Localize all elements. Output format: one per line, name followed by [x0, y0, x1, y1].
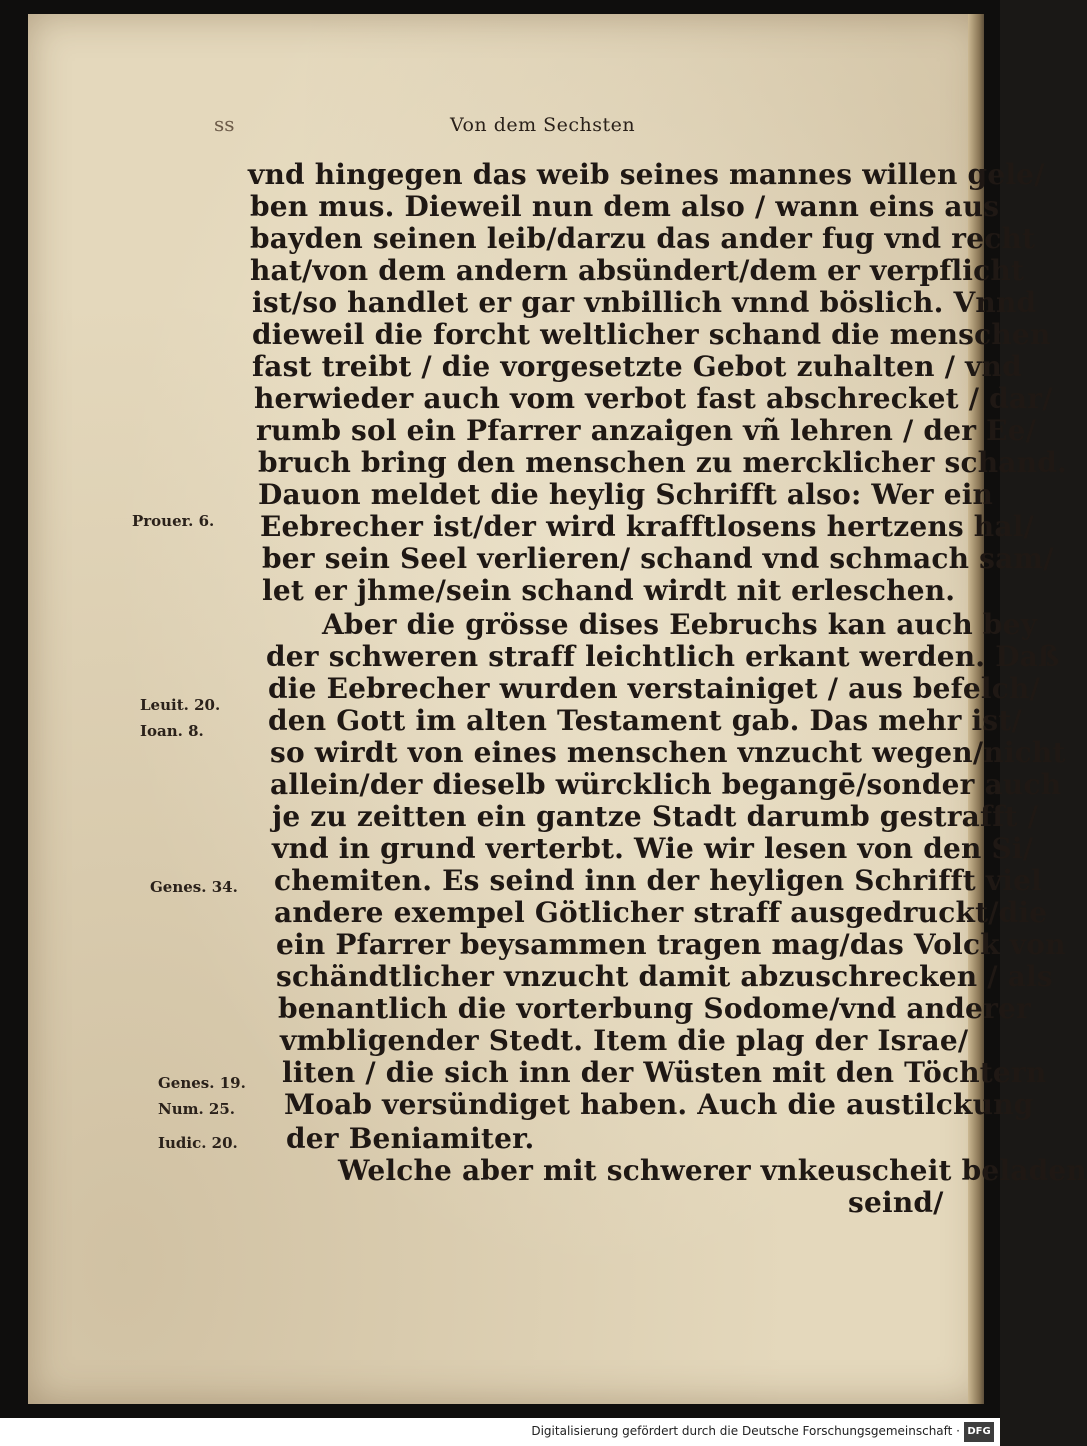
body-line: bruch bring den menschen zu mercklicher schand. — [258, 446, 1067, 479]
body-line: andere exempel Götlicher straff ausgedruckt/die — [274, 896, 1048, 929]
funding-credit: Digitalisierung gefördert durch die Deutsche Forschungsgemeinschaft · — [531, 1424, 960, 1438]
body-line: fast treibt / die vorgesetzte Gebot zuhalten / vnd — [252, 350, 1022, 383]
running-head: Von dem Sechsten — [450, 114, 636, 136]
body-line: ben mus. Dieweil nun dem also / wann eins aus — [250, 190, 1000, 223]
body-line: je zu zeitten ein gantze Stadt darumb gestrafft / — [272, 800, 1038, 833]
marginal-note: Ioan. 8. — [140, 722, 204, 740]
body-line: ber sein Seel verlieren/ schand vnd schmach sam/ — [262, 542, 1054, 575]
body-line: chemiten. Es seind inn der heyligen Schrifft viel — [274, 864, 1042, 897]
body-line: den Gott im alten Testament gab. Das mehr ist/ — [268, 704, 1022, 737]
marginal-note: Genes. 19. — [158, 1074, 246, 1092]
body-line: let er jhme/sein schand wirdt nit erleschen. — [262, 574, 956, 607]
marginal-note: Leuit. 20. — [140, 696, 221, 714]
body-line: allein/der dieselb würcklich begangē/sonder auch — [270, 768, 1062, 801]
body-line: Moab versündiget haben. Auch die austilckung — [284, 1088, 1034, 1121]
corner-mark: ss — [214, 112, 235, 136]
body-line: rumb sol ein Pfarrer anzaigen vñ lehren / der Ee/ — [256, 414, 1037, 447]
body-line: herwieder auch vom verbot fast abschrecket / dar/ — [254, 382, 1053, 415]
body-line: vnd hingegen das weib seines mannes willen gele/ — [248, 158, 1045, 191]
body-line: ist/so handlet er gar vnbillich vnnd böslich. Vnnd — [252, 286, 1037, 319]
body-line: der Beniamiter. — [286, 1122, 535, 1155]
body-line: Aber die grösse dises Eebruchs kan auch bey — [322, 608, 1038, 641]
body-line: vnd in grund verterbt. Wie wir lesen von den Si/ — [272, 832, 1034, 865]
body-line: Eebrecher ist/der wird krafftlosens hertzens hal/ — [260, 510, 1034, 543]
body-line: Welche aber mit schwerer vnkeuscheit beladen — [338, 1154, 1087, 1187]
body-line: seind/ — [848, 1186, 944, 1219]
body-line: der schweren straff leichtlich erkant werden. Daß — [266, 640, 1060, 673]
body-line: die Eebrecher wurden verstainiget / aus befelch/ — [268, 672, 1040, 705]
body-line: bayden seinen leib/darzu das ander fug vnd recht — [250, 222, 1036, 255]
marginal-note: Num. 25. — [158, 1100, 236, 1118]
marginal-note: Iudic. 20. — [158, 1134, 238, 1152]
marginal-note: Genes. 34. — [150, 878, 238, 896]
body-line: schändtlicher vnzucht damit abzuschrecken / als — [276, 960, 1053, 993]
body-line: benantlich die vorterbung Sodome/vnd anderer — [278, 992, 1031, 1025]
body-line: Dauon meldet die heylig Schrifft also: Wer ein — [258, 478, 994, 511]
body-line: vmbligender Stedt. Item die plag der Israe/ — [280, 1024, 969, 1057]
body-line: so wirdt von eines menschen vnzucht wegen/nicht — [270, 736, 1066, 769]
body-line: ein Pfarrer beysammen tragen mag/das Volck von — [276, 928, 1066, 961]
footer-bar — [0, 1418, 1000, 1446]
marginal-note: Prouer. 6. — [132, 512, 215, 530]
dfg-logo-icon: DFG — [964, 1422, 994, 1442]
body-line: hat/von dem andern absündert/dem er verpflicht — [250, 254, 1025, 287]
body-line: dieweil die forcht weltlicher schand die menschen — [252, 318, 1051, 351]
body-line: liten / die sich inn der Wüsten mit den Töchtern — [282, 1056, 1047, 1089]
